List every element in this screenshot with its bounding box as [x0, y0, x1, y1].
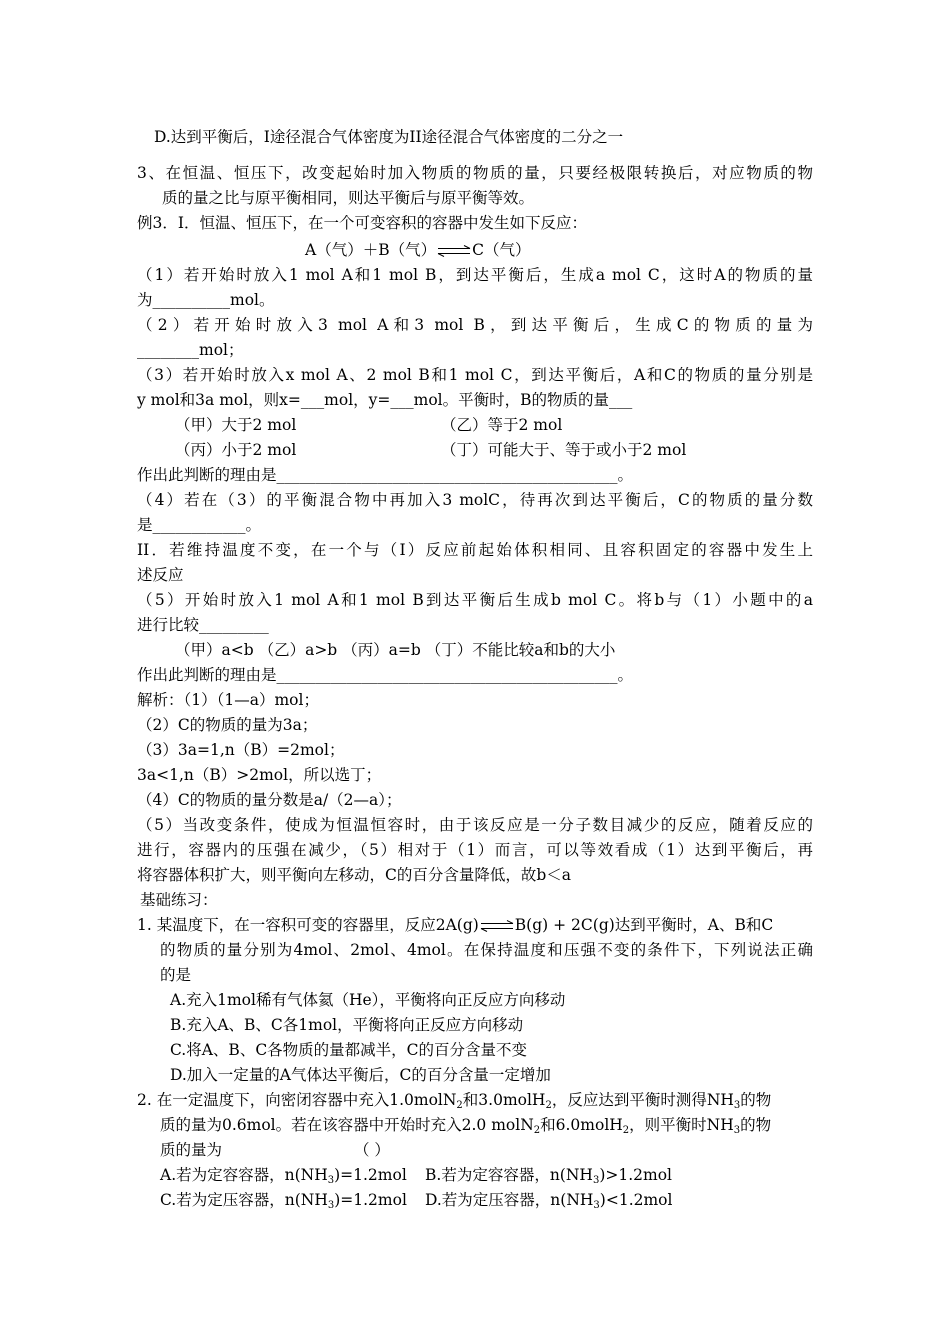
option-a: A.充入1mol稀有气体氦（He），平衡将向正反应方向移动: [170, 991, 566, 1009]
question-1-line: 1. 某温度下，在一容积可变的容器里，反应2A(g) B(g) + 2C(g)达到平衡时，A、B和C: [137, 916, 774, 934]
option-d: D.加入一定量的A气体达平衡后，C的百分含量一定增加: [170, 1066, 551, 1084]
text-line: 进行比较_________: [137, 616, 269, 634]
option-d: D.若为定压容器，$n(NH_3)<1.2mol$: [425, 1191, 673, 1211]
equilibrium-arrow-icon: [437, 245, 471, 257]
reaction-reactants: A（气）＋B（气）: [305, 241, 437, 259]
text-line: （4）C的物质的量分数是a/（2—a）；: [137, 791, 402, 809]
text-line: 质的量之比与原平衡相同，则达平衡后与原平衡等效。: [162, 189, 535, 207]
equilibrium-arrow-icon: [480, 920, 514, 932]
text-line: 3、在恒温、恒压下，改变起始时加入物质的物质的量，只要经极限转换后，对应物质的物: [137, 164, 813, 182]
text-line: 的物质的量分别为4mol、2mol、4mol。在保持温度和压强不变的条件下，下列说法正确: [160, 941, 813, 959]
option-jia: （甲）大于2 mol: [175, 416, 297, 434]
option-bing: （丙）小于2 mol: [175, 441, 297, 459]
text-line: （3）3a=1,n（B）=2mol；: [137, 741, 345, 759]
option-ding: （丁）可能大于、等于或小于2 mol: [441, 441, 687, 459]
text-line: 进行，容器内的压强在减少，（5）相对于（1）而言，可以等效看成（1）达到平衡后，再: [137, 841, 813, 859]
question-2-line: 质的量为0.6mol。若在该容器中开始时充入2.0 molN$_2$和6.0molH$_2$，则平衡时$NH_3$的物: [160, 1116, 772, 1136]
text-line: ________mol；: [137, 341, 244, 359]
reaction-equation: [305, 240, 530, 260]
text-line: 述反应: [137, 566, 184, 584]
answer-blank: （ ）: [354, 1141, 390, 1159]
reaction-products: C（气）: [472, 241, 531, 259]
text-line: 的是: [160, 966, 192, 984]
text-line: 质的量为: [160, 1141, 223, 1159]
text-line: （4）若在（3）的平衡混合物中再加入3 molC，待再次到达平衡后，C的物质的量分数: [137, 491, 813, 509]
option-yi: （乙）等于2 mol: [441, 416, 563, 434]
text-line: II．若维持温度不变，在一个与（Ⅰ）反应前起始体积相同、且容积固定的容器中发生上: [137, 541, 813, 559]
text-line: y mol和3a mol，则x=___mol，y=___mol。平衡时，B的物质的量___: [137, 391, 633, 409]
option-b: B.若为定容容器，$n(NH_3)>1.2mol$: [425, 1166, 672, 1186]
text-line: （甲）a<b （乙）a>b （丙）a=b （丁）不能比较a和b的大小: [175, 641, 616, 659]
text-line: D.达到平衡后，I途径混合气体密度为II途径混合气体密度的二分之一: [154, 128, 624, 146]
text-line: 3a<1,n（B）>2mol，所以选丁；: [137, 766, 382, 784]
text-line: （5）开始时放入1 mol A和1 mol B到达平衡后生成b mol C。将b与（1）小题中的a: [137, 591, 813, 609]
text-line: 将容器体积扩大，则平衡向左移动，C的百分含量降低，故b＜a: [137, 866, 572, 884]
text-line: 为__________mol。: [137, 291, 275, 309]
text-line: （2）若开始时放入3 mol A和3 mol B，到达平衡后，生成C的物质的量为: [137, 316, 813, 334]
text-line: （3）若开始时放入x mol A、2 mol B和1 mol C，到达平衡后，A和C的物质的量分别是: [137, 366, 813, 384]
section-heading: 基础练习：: [140, 891, 218, 909]
text-line: 例3．Ⅰ．恒温、恒压下，在一个可变容积的容器中发生如下反应：: [137, 214, 587, 232]
text-line: 作出此判断的理由是____________________________________________。: [137, 666, 634, 684]
question-2-line: 2. 在一定温度下，向密闭容器中充入1.0molN$_2$和3.0molH$_2$，反应达到平衡时测得$NH_3$的物: [137, 1091, 772, 1111]
text-line: （1）若开始时放入1 mol A和1 mol B，到达平衡后，生成a mol C，这时A的物质的量: [137, 266, 813, 284]
option-c: C.若为定压容器，$n(NH_3)=1.2mol$: [160, 1191, 407, 1211]
option-c: C.将A、B、C各物质的量都减半，C的百分含量不变: [170, 1041, 528, 1059]
text-line: 是____________。: [137, 516, 262, 534]
option-b: B.充入A、B、C各1mol，平衡将向正反应方向移动: [170, 1016, 524, 1034]
text-line: 解析：（1）（1—a）mol；: [137, 691, 319, 709]
text-line: 作出此判断的理由是____________________________________________。: [137, 466, 634, 484]
option-a: A.若为定容容器，$n(NH_3)=1.2mol$: [160, 1166, 407, 1186]
text-line: （5）当改变条件，使成为恒温恒容时，由于该反应是一分子数目减少的反应，随着反应的: [137, 816, 813, 834]
text-line: （2）C的物质的量为3a；: [137, 716, 318, 734]
